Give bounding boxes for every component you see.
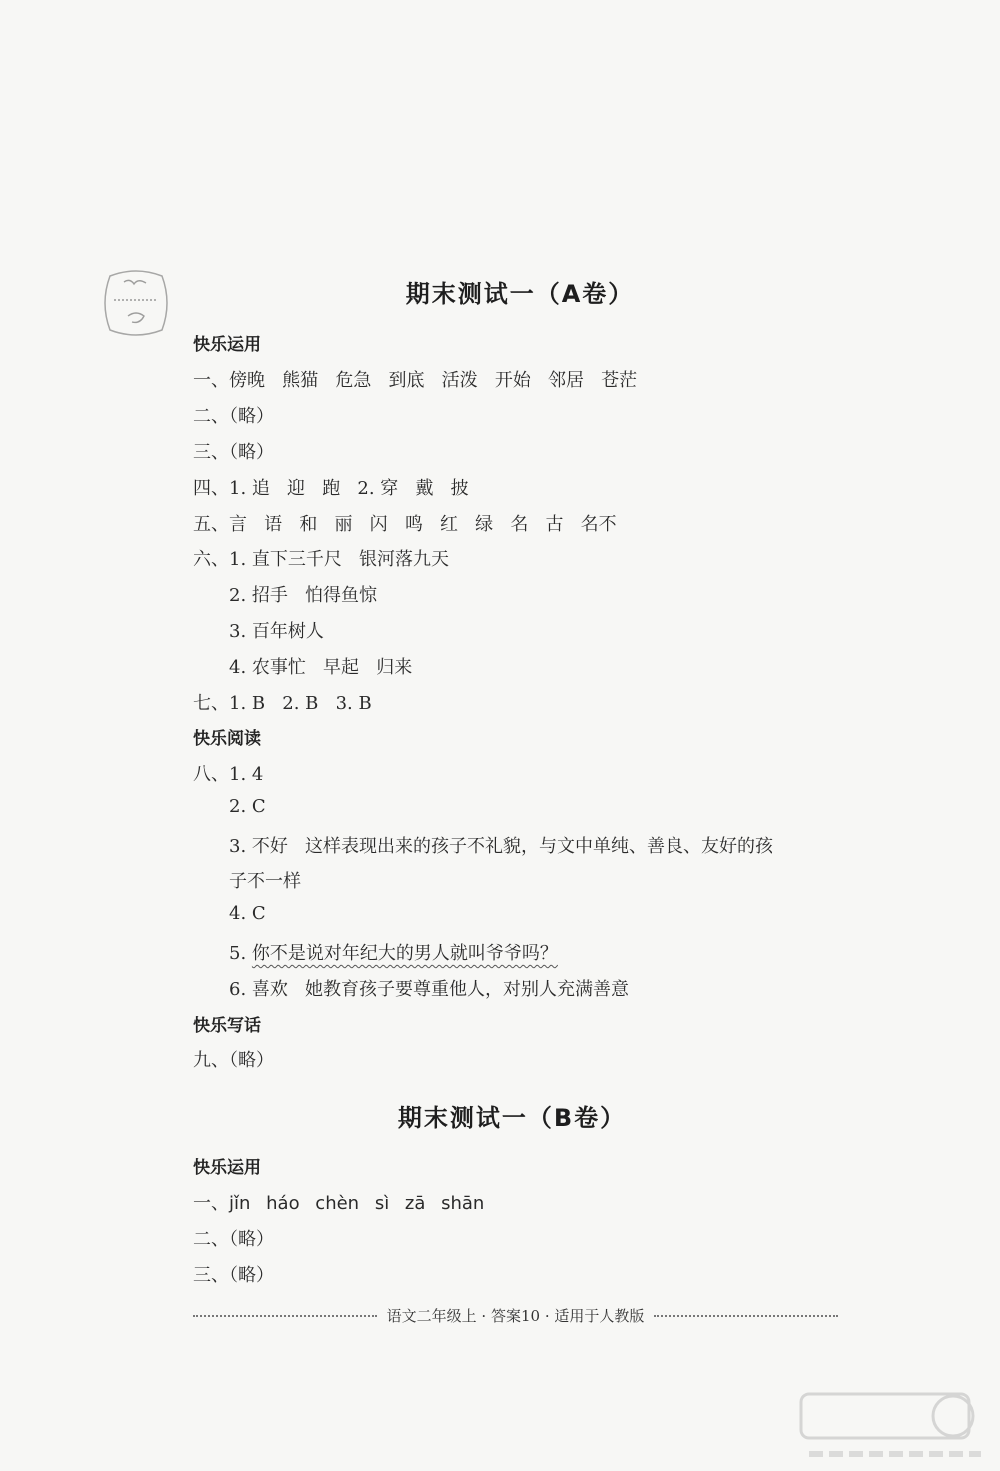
answer-line: 3. 百年树人	[229, 621, 324, 642]
footer-text: 语文二年级上 · 答案10 · 适用于人教版	[386, 1307, 645, 1325]
answer-line: 三、（略）	[193, 1265, 274, 1286]
answer-number: 5.	[229, 943, 252, 964]
wavy-underlined-answer: 你不是说对年纪大的男人就叫爷爷吗？	[251, 943, 558, 964]
test-b-title: 期末测试一（B卷）	[397, 1104, 627, 1132]
answer-line: 2. C	[229, 796, 266, 817]
answer-line	[229, 939, 558, 965]
section-heading-use: 快乐运用	[193, 1158, 261, 1178]
answer-line: 2. 招手 怕得鱼惊	[229, 585, 378, 606]
answer-number: 一、	[193, 1193, 229, 1214]
answer-line: 六、1. 直下三千尺 银河落九天	[193, 549, 450, 570]
answer-line: 4. 农事忙 早起 归来	[229, 657, 413, 678]
pinyin-answer: jǐn háo chèn sì zā shān	[229, 1193, 485, 1214]
answer-line: 四、1. 追 迎 跑 2. 穿 戴 披	[193, 478, 469, 499]
answer-line: 6. 喜欢 她教育孩子要尊重他人，对别人充满善意	[229, 979, 630, 1000]
answer-line: 4. C	[229, 903, 266, 924]
answer-line: 子不一样	[229, 871, 301, 892]
answer-line: 三、（略）	[193, 442, 274, 463]
answer-line: 八、1. 4	[193, 764, 264, 785]
test-a-title: 期末测试一（A卷）	[405, 280, 635, 308]
answer-line: 五、言 语 和 丽 闪 鸣 红 绿 名 古 名不	[193, 514, 617, 535]
answer-line: 二、（略）	[193, 1229, 274, 1250]
answer-line: 二、（略）	[193, 406, 274, 427]
answer-line: 3. 不好 这样表现出来的孩子不礼貌，与文中单纯、善良、友好的孩	[229, 836, 774, 857]
answer-line: 一、傍晚 熊猫 危急 到底 活泼 开始 邻居 苍茫	[193, 370, 638, 391]
section-heading-read: 快乐阅读	[193, 729, 261, 749]
answer-line: 九、（略）	[193, 1050, 274, 1071]
footer-divider	[654, 1315, 838, 1317]
page-footer	[193, 1305, 838, 1326]
footer-divider	[193, 1315, 377, 1317]
answer-line: 七、1. B 2. B 3. B	[193, 693, 372, 714]
answer-line	[193, 1189, 484, 1215]
section-heading-write: 快乐写话	[193, 1016, 261, 1036]
site-watermark-icon	[795, 1388, 990, 1468]
section-heading-use: 快乐运用	[193, 335, 261, 355]
